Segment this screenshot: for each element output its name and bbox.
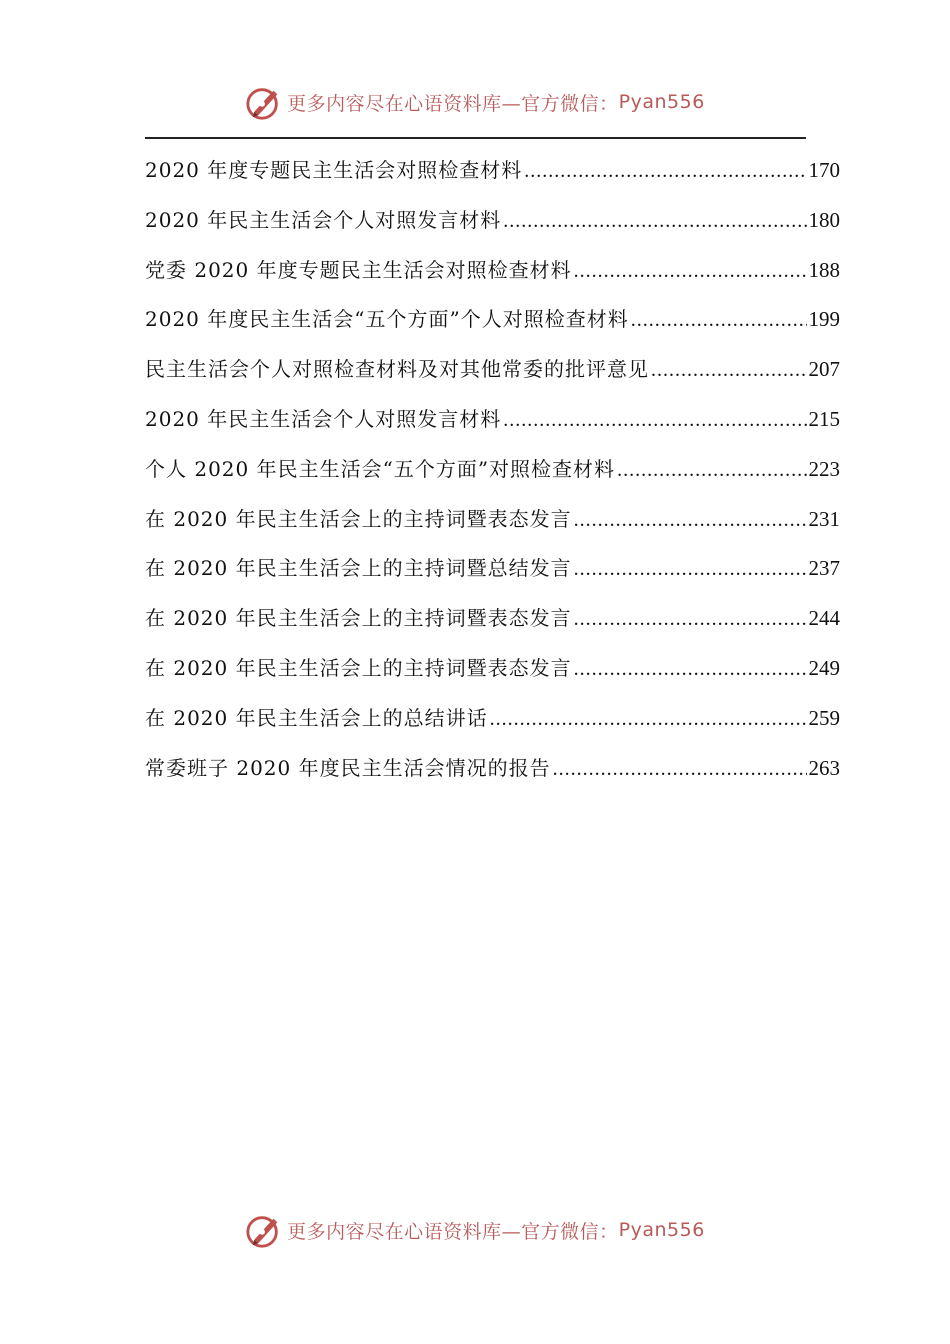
- toc-leader-dots: [524, 151, 806, 191]
- toc-item[interactable]: [145, 748, 840, 798]
- toc-item[interactable]: [145, 399, 840, 449]
- toc-item-page: 259: [808, 705, 840, 730]
- toc-item-title: 党委 2020 年度专题民主生活会对照检查材料: [145, 257, 572, 282]
- toc-item[interactable]: [145, 250, 840, 300]
- toc-leader-dots: [651, 350, 807, 390]
- toc-leader-dots: [490, 699, 807, 739]
- toc-leader-dots: [574, 599, 807, 639]
- toc-item-page: 244: [808, 606, 840, 631]
- toc-item-title: 在 2020 年民主生活会上的主持词暨总结发言: [145, 556, 572, 581]
- toc-leader-dots: [574, 649, 807, 689]
- table-of-contents: [145, 150, 840, 797]
- toc-leader-dots: [553, 749, 807, 789]
- toc-item-title: 在 2020 年民主生活会上的主持词暨表态发言: [145, 606, 572, 631]
- toc-item-page: 237: [808, 556, 840, 581]
- toc-item-title: 常委班子 2020 年度民主生活会情况的报告: [145, 755, 551, 780]
- toc-item-title: 2020 年度专题民主生活会对照检查材料: [145, 158, 523, 182]
- header-banner: [0, 80, 950, 124]
- toc-leader-dots: [574, 500, 807, 540]
- toc-item-page: 170: [808, 158, 840, 182]
- toc-item[interactable]: [145, 349, 840, 399]
- toc-item[interactable]: [145, 598, 840, 648]
- toc-leader-dots: [631, 300, 807, 340]
- toc-item-page: 180: [808, 207, 840, 232]
- toc-item-title: 民主生活会个人对照检查材料及对其他常委的批评意见: [145, 357, 649, 382]
- header-text: 更多内容尽在心语资料库—官方微信：: [287, 92, 619, 115]
- footer-wechat-id: Pyan556: [618, 1219, 705, 1241]
- toc-item-title: 2020 年度民主生活会“五个方面”个人对照检查材料: [145, 307, 629, 332]
- toc-item-title: 在 2020 年民主生活会上的总结讲话: [145, 705, 488, 730]
- toc-item[interactable]: [145, 150, 840, 200]
- toc-item-title: 在 2020 年民主生活会上的主持词暨表态发言: [145, 506, 572, 531]
- pen-logo-icon: [245, 1211, 283, 1249]
- toc-leader-dots: [617, 450, 806, 490]
- toc-leader-dots: [503, 400, 806, 440]
- toc-item[interactable]: [145, 200, 840, 250]
- toc-item[interactable]: [145, 499, 840, 549]
- toc-leader-dots: [574, 549, 807, 589]
- toc-item-page: 249: [808, 655, 840, 680]
- toc-item[interactable]: [145, 449, 840, 499]
- toc-item-title: 2020 年民主生活会个人对照发言材料: [145, 207, 502, 232]
- pen-logo-icon: [245, 83, 283, 121]
- toc-item-page: 199: [808, 307, 840, 332]
- toc-item-page: 207: [808, 357, 840, 382]
- toc-item[interactable]: [145, 548, 840, 598]
- toc-item[interactable]: [145, 299, 840, 349]
- footer-text: 更多内容尽在心语资料库—官方微信：: [287, 1220, 619, 1243]
- toc-item-title: 2020 年民主生活会个人对照发言材料: [145, 406, 502, 431]
- toc-leader-dots: [503, 201, 806, 241]
- toc-item-page: 223: [808, 456, 840, 481]
- toc-item-page: 263: [808, 755, 840, 780]
- toc-item-title: 在 2020 年民主生活会上的主持词暨表态发言: [145, 655, 572, 680]
- toc-item-page: 188: [808, 257, 840, 282]
- toc-leader-dots: [574, 251, 807, 291]
- header-divider: [145, 137, 806, 139]
- toc-item-page: 231: [808, 506, 840, 531]
- toc-item[interactable]: [145, 698, 840, 748]
- header-wechat-id: Pyan556: [618, 91, 705, 113]
- toc-item[interactable]: [145, 648, 840, 698]
- toc-item-page: 215: [808, 406, 840, 431]
- toc-item-title: 个人 2020 年民主生活会“五个方面”对照检查材料: [145, 456, 616, 481]
- footer-banner: [0, 1208, 950, 1252]
